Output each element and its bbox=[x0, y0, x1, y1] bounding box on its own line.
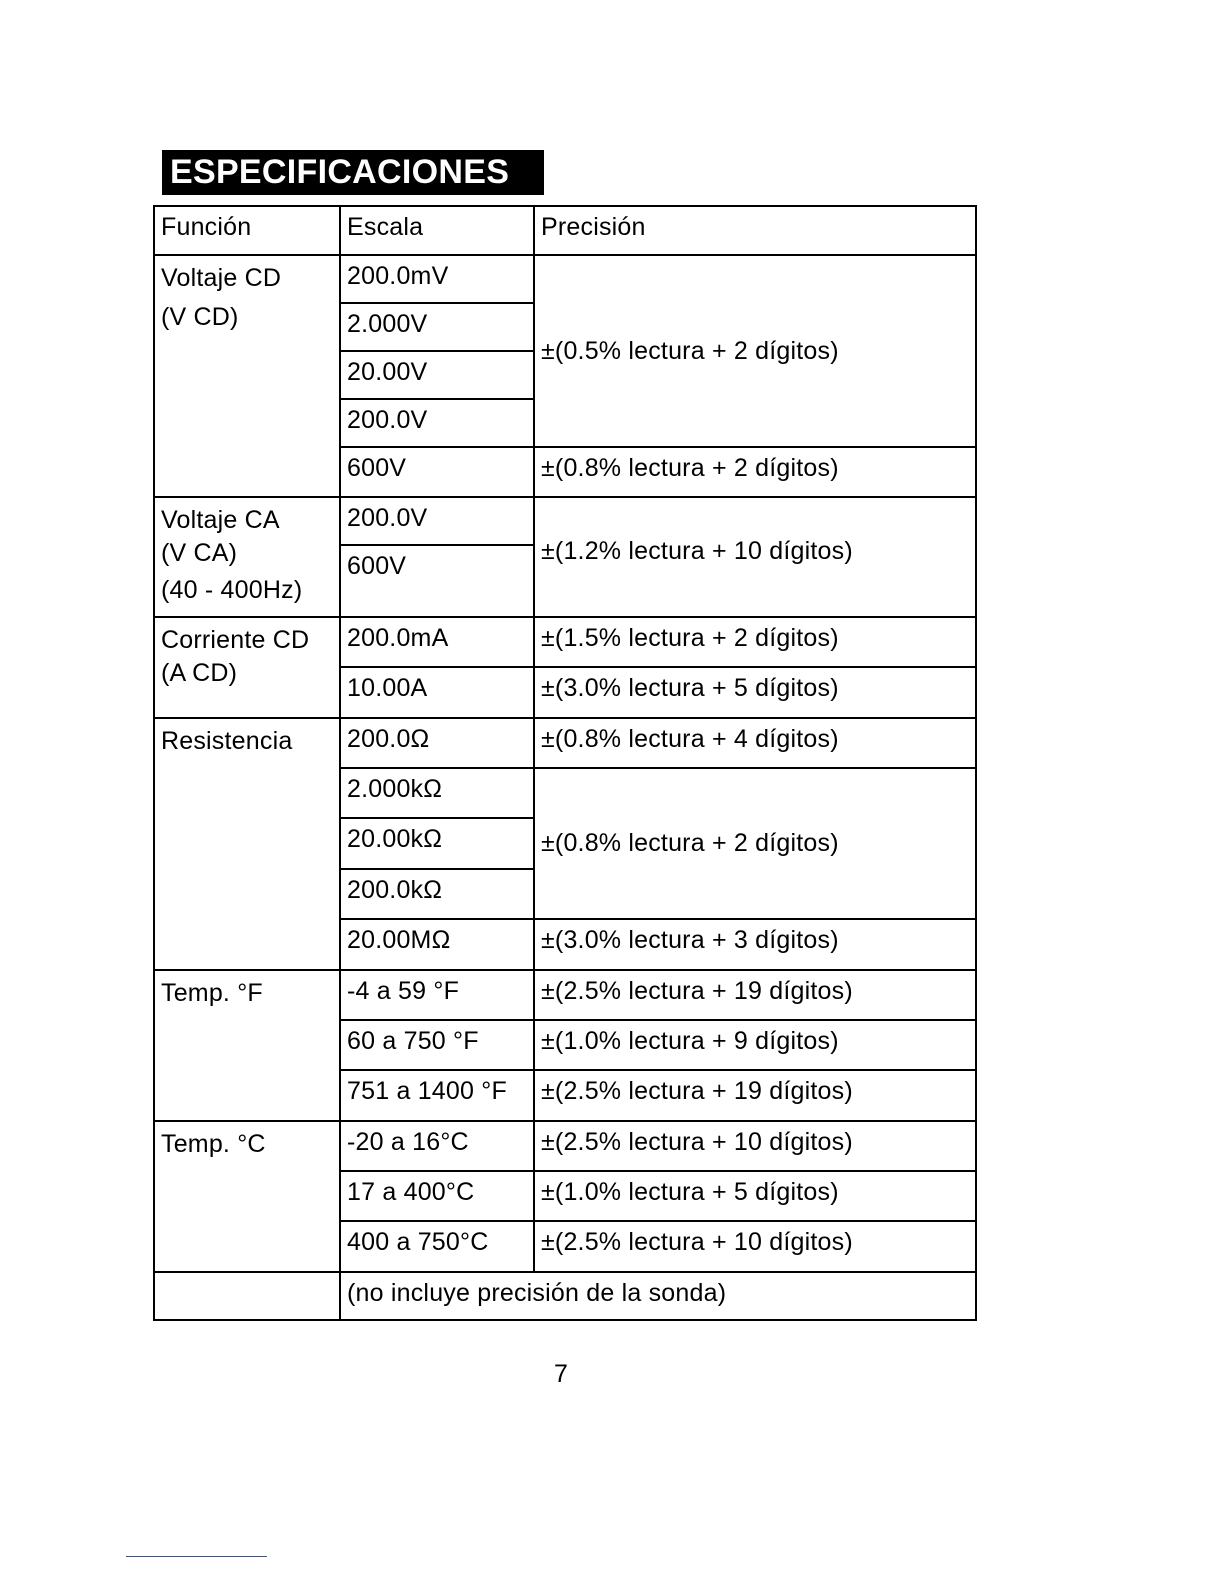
function-sub: (40 - 400Hz) bbox=[161, 576, 303, 604]
accuracy-cell: ±(3.0% lectura + 3 dígitos) bbox=[534, 919, 976, 970]
accuracy-cell: ±(3.0% lectura + 5 dígitos) bbox=[534, 667, 976, 718]
probe-note: (no incluye precisión de la sonda) bbox=[340, 1272, 976, 1320]
footer-rule bbox=[126, 1556, 267, 1557]
range-cell: 20.00MΩ bbox=[340, 919, 534, 970]
accuracy-cell: ±(0.8% lectura + 2 dígitos) bbox=[534, 447, 976, 497]
function-adc bbox=[154, 617, 340, 718]
table-row bbox=[154, 718, 976, 768]
accuracy-cell: ±(1.5% lectura + 2 dígitos) bbox=[534, 617, 976, 667]
range-cell: 600V bbox=[340, 545, 534, 617]
range-cell: 751 a 1400 °F bbox=[340, 1070, 534, 1121]
range-cell: 20.00kΩ bbox=[340, 818, 534, 869]
range-cell: 60 a 750 °F bbox=[340, 1020, 534, 1070]
function-resistance bbox=[154, 718, 340, 970]
range-cell: -20 a 16°C bbox=[340, 1121, 534, 1171]
range-cell: 2.000kΩ bbox=[340, 768, 534, 818]
function-sub: (V CA) bbox=[161, 539, 238, 567]
function-name: Voltaje CA bbox=[161, 506, 280, 534]
empty-cell bbox=[154, 1272, 340, 1320]
table-row bbox=[154, 970, 976, 1020]
table-row bbox=[154, 497, 976, 545]
accuracy-cell: ±(1.2% lectura + 10 dígitos) bbox=[534, 497, 976, 617]
accuracy-cell: ±(2.5% lectura + 10 dígitos) bbox=[534, 1121, 976, 1171]
page-number: 7 bbox=[554, 1360, 568, 1388]
table-row bbox=[154, 255, 976, 303]
accuracy-cell: ±(2.5% lectura + 19 dígitos) bbox=[534, 970, 976, 1020]
function-name: Temp. °C bbox=[161, 1130, 266, 1158]
range-cell: 17 a 400°C bbox=[340, 1171, 534, 1221]
header-row bbox=[154, 206, 976, 255]
accuracy-cell: ±(0.8% lectura + 2 dígitos) bbox=[534, 768, 976, 919]
range-cell: 200.0Ω bbox=[340, 718, 534, 768]
range-cell: -4 a 59 °F bbox=[340, 970, 534, 1020]
range-cell: 20.00V bbox=[340, 351, 534, 399]
function-name: Resistencia bbox=[161, 727, 293, 755]
accuracy-cell: ±(1.0% lectura + 9 dígitos) bbox=[534, 1020, 976, 1070]
accuracy-cell: ±(1.0% lectura + 5 dígitos) bbox=[534, 1171, 976, 1221]
range-cell: 200.0V bbox=[340, 399, 534, 447]
note-row bbox=[154, 1272, 976, 1320]
accuracy-cell: ±(2.5% lectura + 19 dígitos) bbox=[534, 1070, 976, 1121]
function-name: Voltaje CD bbox=[161, 264, 282, 292]
range-cell: 200.0V bbox=[340, 497, 534, 545]
table-row bbox=[154, 1121, 976, 1171]
function-temp-f bbox=[154, 970, 340, 1121]
range-cell: 200.0mA bbox=[340, 617, 534, 667]
function-vdc bbox=[154, 255, 340, 497]
range-cell: 200.0mV bbox=[340, 255, 534, 303]
accuracy-cell: ±(0.5% lectura + 2 dígitos) bbox=[534, 255, 976, 447]
section-title: ESPECIFICACIONES bbox=[162, 150, 544, 195]
function-sub: (V CD) bbox=[161, 303, 239, 331]
range-cell: 600V bbox=[340, 447, 534, 497]
header-function: Función bbox=[154, 206, 340, 255]
function-name: Corriente CD bbox=[161, 626, 310, 654]
header-range: Escala bbox=[340, 206, 534, 255]
function-name: Temp. °F bbox=[161, 979, 263, 1007]
range-cell: 200.0kΩ bbox=[340, 869, 534, 919]
table-row bbox=[154, 617, 976, 667]
range-cell: 2.000V bbox=[340, 303, 534, 351]
accuracy-cell: ±(2.5% lectura + 10 dígitos) bbox=[534, 1221, 976, 1272]
function-sub: (A CD) bbox=[161, 659, 238, 687]
range-cell: 400 a 750°C bbox=[340, 1221, 534, 1272]
range-cell: 10.00A bbox=[340, 667, 534, 718]
accuracy-cell: ±(0.8% lectura + 4 dígitos) bbox=[534, 718, 976, 768]
function-vac bbox=[154, 497, 340, 617]
header-accuracy: Precisión bbox=[534, 206, 976, 255]
function-temp-c bbox=[154, 1121, 340, 1272]
specifications-table bbox=[153, 205, 977, 1321]
